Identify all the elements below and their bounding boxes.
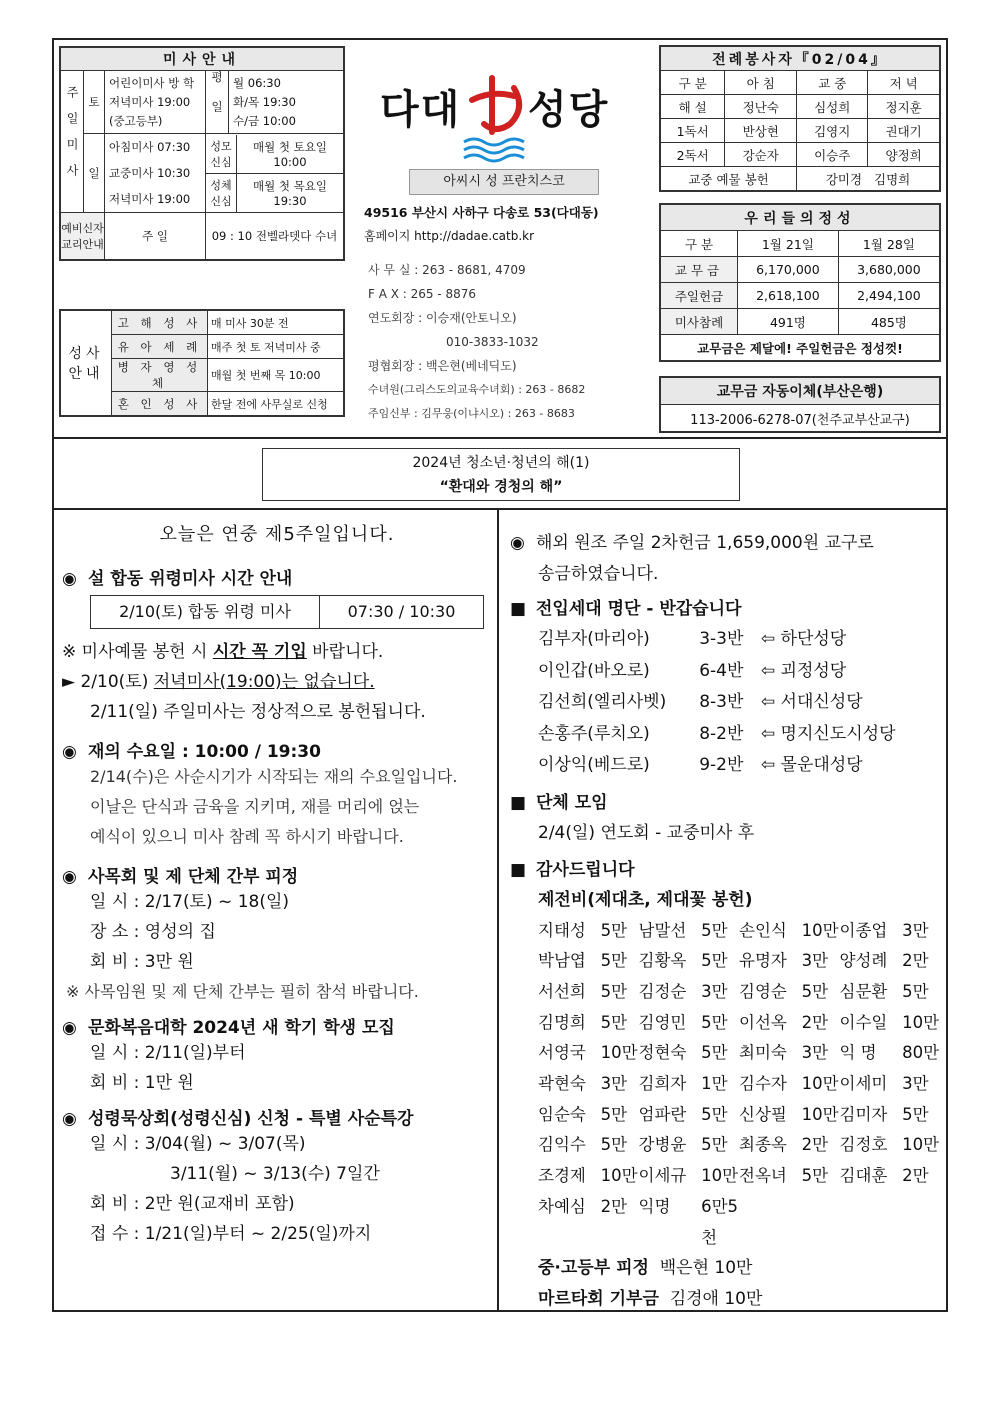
mass-title: 미사안내 xyxy=(60,47,344,71)
body-text: 3/11(월) ~ 3/13(수) 7일간 xyxy=(170,1164,380,1184)
donor-name: 곽현숙 xyxy=(538,1074,586,1094)
donation-amount: 5만 xyxy=(902,981,929,1001)
donation-amount: 5만 xyxy=(701,1012,728,1032)
mass-schedule-table xyxy=(59,46,345,261)
donation-list xyxy=(510,916,940,1254)
body-text: 접 수 : 1/21(일)부터 ~ 2/25(일)까지 xyxy=(90,1224,372,1244)
body-text: 2/14(수)은 사순시기가 시작되는 재의 수요일입니다. xyxy=(90,767,458,786)
convent: 수녀원(그리스도의교육수녀회) : 263 - 8682 xyxy=(368,383,586,396)
donation-amount: 5만 xyxy=(600,1012,628,1032)
list-item: 손홍주(루치오) 8-2반 ⇦ 명지신도시성당 xyxy=(538,723,896,744)
memorial-mass-date: 2/10(토) 합동 위령 미사 xyxy=(91,596,320,628)
list-item: 김선희(엘리사벳) 8-3반 ⇦ 서대신성당 xyxy=(538,692,863,712)
body-text: 일 시 : 2/17(토) ~ 18(일) xyxy=(90,892,290,912)
pastor: 주임신부 : 김무웅(이냐시오) : 263 - 8683 xyxy=(368,407,575,420)
donation-row xyxy=(510,946,940,977)
offering-label: 교중 예물 봉헌 xyxy=(660,167,797,192)
donation-amount: 5만 xyxy=(701,920,728,940)
parish-name-left: 다대 xyxy=(380,87,462,133)
donor-name: 김수자 xyxy=(739,1074,787,1094)
divider xyxy=(52,508,948,510)
section-title: ■ 감사드립니다 xyxy=(510,855,940,885)
contact-info xyxy=(368,258,585,426)
row-label: 주일헌금 xyxy=(660,283,738,309)
donation-amount: 3만 xyxy=(701,981,728,1001)
left-column xyxy=(62,520,492,1249)
square-bullet-icon: ■ xyxy=(510,859,527,880)
donation-amount xyxy=(802,1192,840,1253)
donation-amount: 10만 xyxy=(600,1043,638,1063)
offerings-table xyxy=(659,203,941,362)
today-heading: 오늘은 연중 제5주일입니다. xyxy=(159,524,395,545)
col-header: 1월 21일 xyxy=(738,231,839,257)
table-cell: 6,170,000 xyxy=(738,257,839,283)
body-text: 회 비 : 1만 원 xyxy=(90,1073,194,1093)
section-title: ◉ 성령묵상회(성령신심) 신청 - 특별 사순특강 xyxy=(62,1109,414,1129)
parish-name-right: 성당 xyxy=(528,87,610,133)
donor-name: 지태성 xyxy=(538,920,586,940)
catechumen-label: 예비신자 교리안내 xyxy=(60,213,105,261)
col-header: 아 침 xyxy=(725,71,797,95)
memorial-mass-times: 07:30 / 10:30 xyxy=(347,602,456,621)
donor-name: 김희자 xyxy=(638,1074,687,1094)
bullet-icon: ◉ xyxy=(62,742,77,762)
bullet-icon: ◉ xyxy=(62,1109,77,1129)
right-column xyxy=(510,528,940,1315)
liturgy-servers-table xyxy=(659,45,941,192)
memorial-mass-box xyxy=(90,595,484,629)
sacrament-name: 고 해 성 사 xyxy=(112,310,208,335)
body-text: 일 시 : 2/11(일)부터 xyxy=(90,1043,246,1063)
donation-amount: 10만 xyxy=(902,1135,940,1155)
office-phone: 사 무 실 : 263 - 8681, 4709 xyxy=(368,263,526,277)
weekday-label: 평일 xyxy=(206,71,229,134)
chair-phone: 010-3833-1032 xyxy=(446,335,539,349)
bullet-icon: ◉ xyxy=(62,1018,77,1038)
donation-amount: 3만 xyxy=(902,920,929,940)
finance-title: 우리들의정성 xyxy=(660,204,940,231)
donor-name: 김대훈 xyxy=(839,1166,888,1186)
body-text: 이날은 단식과 금육을 지키며, 재를 머리에 얹는 xyxy=(90,797,420,816)
sunday-masses: 아침미사 07:30 교중미사 10:30 저녁미사 19:00 xyxy=(105,134,206,213)
table-cell: 3,680,000 xyxy=(838,257,940,283)
donation-row xyxy=(510,1192,940,1253)
bank-title: 교무금 자동이체(부산은행) xyxy=(660,377,940,405)
donation-row xyxy=(510,977,940,1008)
devotion-cell xyxy=(206,134,345,213)
homepage-link[interactable]: 홈페이지 http://dadae.catb.kr xyxy=(364,229,535,243)
donation-row xyxy=(510,1038,940,1069)
donation-amount: 5만 xyxy=(801,981,829,1001)
donation-amount: 6만5천 xyxy=(701,1196,739,1247)
donation-amount: 3만 xyxy=(600,1074,628,1094)
donor-name: 이세규 xyxy=(638,1166,687,1186)
table-cell: 김영지 xyxy=(797,119,868,143)
table-cell: 485명 xyxy=(838,309,940,335)
donor-name: 박남엽 xyxy=(538,951,586,971)
sacraments-table xyxy=(59,309,345,417)
no-evening-mass-note: ► 2/10(토) 저녁미사(19:00)는 없습니다. xyxy=(62,672,375,692)
table-cell: 정난숙 xyxy=(725,95,797,119)
donor-name: 양성례 xyxy=(839,951,888,971)
donation-amount: 2만 xyxy=(902,1166,929,1186)
col-header: 저 녁 xyxy=(868,71,940,95)
donation-amount: 10만 xyxy=(902,1012,940,1032)
donor-name: 남말선 xyxy=(638,920,687,940)
sacrament-name: 혼 인 성 사 xyxy=(112,392,208,417)
council-chair: 평협회장 : 백은현(베네딕도) xyxy=(368,359,517,373)
overseas-aid-note: ◉ 해외 원조 주일 2차헌금 1,659,000원 교구로 xyxy=(510,528,940,559)
chair: 연도회장 : 이승재(안토니오) xyxy=(368,311,517,325)
section-title: ■ 전입세대 명단 - 반갑습니다 xyxy=(510,594,940,624)
catechumen-value: 09 : 10 전벨라뎃다 수녀 xyxy=(206,213,345,261)
body-note: ※ 사목임원 및 제 단체 간부는 필히 참석 바랍니다. xyxy=(66,982,419,1001)
finance-note: 교무금은 제달에! 주일헌금은 정성껏! xyxy=(660,335,940,362)
list-item: 김부자(마리아) 3-3반 ⇦ 하단성당 xyxy=(538,629,847,649)
overseas-aid-note-cont: 송금하였습니다. xyxy=(538,564,659,584)
col-header: 교 중 xyxy=(797,71,868,95)
sacrament-name: 병 자 영 성 체 xyxy=(112,359,208,392)
col-header: 구 분 xyxy=(660,71,725,95)
sacrament-value: 매 미사 30분 전 xyxy=(208,310,345,335)
donor-name: 임순숙 xyxy=(538,1104,586,1124)
table-cell: 이승주 xyxy=(797,143,868,167)
theme-line1: 2024년 청소년·청년의 해(1) xyxy=(412,455,590,471)
donor-name: 김명희 xyxy=(538,1012,586,1032)
year-theme xyxy=(262,448,740,501)
patron-saint: 아씨시 성 프란치스코 xyxy=(409,169,599,195)
rosary-value: 매월 첫 토요일 10:00 xyxy=(237,135,344,174)
table-cell: 해 설 xyxy=(660,95,725,119)
donor-name: 김정순 xyxy=(638,981,687,1001)
donor-name: 이수일 xyxy=(839,1012,888,1032)
donation-amount: 80만 xyxy=(902,1043,940,1063)
section-title: ◉ 재의 수요일 : 10:00 / 19:30 xyxy=(62,742,321,762)
donor-name: 최종옥 xyxy=(739,1135,787,1155)
altar-donation-title: 제전비(제대초, 제대꽃 봉헌) xyxy=(538,889,753,910)
donation-amount: 10만 xyxy=(600,1166,638,1186)
donor-name: 서선희 xyxy=(538,981,586,1001)
offering-names: 강미경 김명희 xyxy=(797,167,940,192)
offering-note: ※ 미사예물 봉헌 시 시간 꼭 기입 바랍니다. xyxy=(62,642,384,662)
weekday-masses: 월 06:30 화/목 19:30 수/금 10:00 xyxy=(229,71,345,134)
donation-row xyxy=(510,1130,940,1161)
donor-name: 이종업 xyxy=(839,920,888,940)
donation-amount: 2만 xyxy=(902,951,929,971)
donor-name: 김미자 xyxy=(839,1104,888,1124)
section-title: ◉ 사목회 및 제 단체 간부 피정 xyxy=(62,867,299,887)
donor-name: 김익수 xyxy=(538,1135,586,1155)
body-text: 일 시 : 3/04(월) ~ 3/07(목) xyxy=(90,1134,306,1154)
bullet-icon: ◉ xyxy=(62,867,77,887)
donation-amount xyxy=(902,1192,940,1253)
body-text: 장 소 : 영성의 집 xyxy=(90,922,216,942)
col-header: 구 분 xyxy=(660,231,738,257)
donor-name: 손인식 xyxy=(739,920,787,940)
donor-name: 조경제 xyxy=(538,1166,586,1186)
servers-title: 전례봉사자『02/04』 xyxy=(660,46,940,71)
donation-row xyxy=(510,1161,940,1192)
row-label: 미사참례 xyxy=(660,309,738,335)
table-cell: 1독서 xyxy=(660,119,725,143)
donor-name: 차예심 xyxy=(538,1196,586,1216)
table-cell: 2,618,100 xyxy=(738,283,839,309)
section-title: ◉ 설 합동 위령미사 시간 안내 xyxy=(62,569,293,589)
table-cell: 양정희 xyxy=(868,143,940,167)
fax: F A X : 265 - 8876 xyxy=(368,287,477,301)
saturday-label: 토 xyxy=(84,71,105,134)
donation-amount: 5만 xyxy=(701,1104,728,1124)
list-item: 이인갑(바오로) 6-4반 ⇦ 괴정성당 xyxy=(538,660,847,681)
list-item: 이상익(베드로) 9-2반 ⇦ 몰운대성당 xyxy=(538,755,863,775)
sacrament-name: 유 아 세 례 xyxy=(112,335,208,359)
donation-amount: 5만 xyxy=(600,1135,628,1155)
donation-amount: 5만 xyxy=(701,951,728,971)
section-title: ■ 단체 모임 xyxy=(510,788,940,818)
table-cell: 491명 xyxy=(738,309,839,335)
donor-name: 서영국 xyxy=(538,1043,586,1063)
donor-name: 이세미 xyxy=(839,1074,888,1094)
bank-transfer-table xyxy=(659,376,941,433)
donation-amount: 5만 xyxy=(801,1166,829,1186)
donor-name: 유명자 xyxy=(739,951,787,971)
donation-amount: 10만 xyxy=(801,1104,839,1124)
martha-donation: 마르타회 기부금 김경애 10만 xyxy=(538,1289,763,1310)
table-cell: 권대기 xyxy=(868,119,940,143)
donor-name: 익명 xyxy=(638,1196,671,1216)
bullet-icon: ◉ xyxy=(62,569,77,589)
address-block xyxy=(364,203,599,244)
cross-wave-icon xyxy=(462,70,532,165)
donor-name xyxy=(840,1192,903,1253)
donor-name: 전옥녀 xyxy=(739,1166,787,1186)
donation-amount: 10만 xyxy=(801,920,839,940)
body-text: 2/4(일) 연도회 - 교중미사 후 xyxy=(538,822,755,843)
saturday-masses: 어린이미사 방 학 저녁미사 19:00 (중고등부) xyxy=(105,71,206,134)
youth-donation: 중·고등부 피정 백은현 10만 xyxy=(538,1258,753,1279)
table-cell: 심성희 xyxy=(797,95,868,119)
row-label: 교무금 xyxy=(660,257,738,283)
donation-amount: 10만 xyxy=(801,1074,839,1094)
table-cell: 강순자 xyxy=(725,143,797,167)
donor-name: 신상필 xyxy=(739,1104,787,1124)
donor-name: 최미숙 xyxy=(739,1043,787,1063)
rosary-label: 성모신심 xyxy=(206,135,237,174)
donation-amount: 3만 xyxy=(902,1074,929,1094)
table-cell: 2,494,100 xyxy=(838,283,940,309)
sacrament-value: 한달 전에 사무실로 신청 xyxy=(208,392,345,417)
body-text: 회 비 : 3만 원 xyxy=(90,952,194,972)
donation-amount: 3만 xyxy=(801,1043,829,1063)
new-households-list xyxy=(510,624,940,782)
donation-row xyxy=(510,1069,940,1100)
donor-name: 김정호 xyxy=(839,1135,888,1155)
donation-amount: 5만 xyxy=(701,1043,728,1063)
catechumen-day: 주 일 xyxy=(105,213,206,261)
donation-amount: 5만 xyxy=(600,951,628,971)
adoration-value: 매월 첫 목요일 19:30 xyxy=(253,178,327,208)
parish-logo xyxy=(380,70,630,170)
donation-amount: 2만 xyxy=(600,1196,628,1216)
divider xyxy=(52,437,948,439)
donation-row xyxy=(510,916,940,947)
column-divider xyxy=(497,508,499,1312)
sunday-mass-note: 2/11(일) 주일미사는 정상적으로 봉헌됩니다. xyxy=(90,702,426,722)
table-cell: 반상현 xyxy=(725,119,797,143)
donor-name xyxy=(739,1192,802,1253)
donation-amount: 5만 xyxy=(701,1135,728,1155)
donation-amount: 5만 xyxy=(600,981,628,1001)
donation-amount: 2만 xyxy=(801,1135,829,1155)
bank-account: 113-2006-6278-07(천주교부산교구) xyxy=(660,405,940,433)
donor-name: 김영순 xyxy=(739,981,787,1001)
body-text: 회 비 : 2만 원(교재비 포함) xyxy=(90,1194,295,1214)
donor-name: 엄파란 xyxy=(638,1104,687,1124)
donor-name: 심문환 xyxy=(839,981,888,1001)
donation-row xyxy=(510,1008,940,1039)
section-title: ◉ 문화복음대학 2024년 새 학기 학생 모집 xyxy=(62,1018,395,1038)
donation-amount: 2만 xyxy=(801,1012,829,1032)
donor-name: 김영민 xyxy=(638,1012,687,1032)
adoration-label: 성체신심 xyxy=(206,173,237,212)
theme-line2: “환대와 경청의 해” xyxy=(439,479,563,495)
bullet-icon: ◉ xyxy=(510,533,525,553)
donor-name: 정현숙 xyxy=(638,1043,687,1063)
sacrament-value: 매월 첫 번째 목 10:00 xyxy=(208,359,345,392)
donation-amount: 5만 xyxy=(600,920,628,940)
donation-amount: 5만 xyxy=(600,1104,628,1124)
square-bullet-icon: ■ xyxy=(510,599,527,619)
body-text: 예식이 있으니 미사 참례 꼭 하시기 바랍니다. xyxy=(90,827,404,846)
square-bullet-icon: ■ xyxy=(510,792,527,813)
table-cell: 정지훈 xyxy=(868,95,940,119)
sacraments-label: 성사안내 xyxy=(60,310,112,416)
sunday-label: 일 xyxy=(84,134,105,213)
donation-row xyxy=(510,1100,940,1131)
table-cell: 2독서 xyxy=(660,143,725,167)
donor-name: 이선옥 xyxy=(739,1012,787,1032)
donation-amount: 10만 xyxy=(701,1166,739,1186)
donation-amount: 5만 xyxy=(902,1104,929,1124)
donation-amount: 1만 xyxy=(701,1074,728,1094)
sunday-mass-label: 주일미사 xyxy=(60,71,84,213)
donation-amount: 3만 xyxy=(801,951,829,971)
col-header: 1월 28일 xyxy=(838,231,940,257)
sacrament-value: 매주 첫 토 저녁미사 중 xyxy=(208,335,345,359)
donor-name: 익 명 xyxy=(839,1043,877,1063)
address: 49516 부산시 사하구 다송로 53(다대동) xyxy=(364,205,599,220)
donor-name: 강병윤 xyxy=(638,1135,687,1155)
donor-name: 김황옥 xyxy=(638,951,687,971)
